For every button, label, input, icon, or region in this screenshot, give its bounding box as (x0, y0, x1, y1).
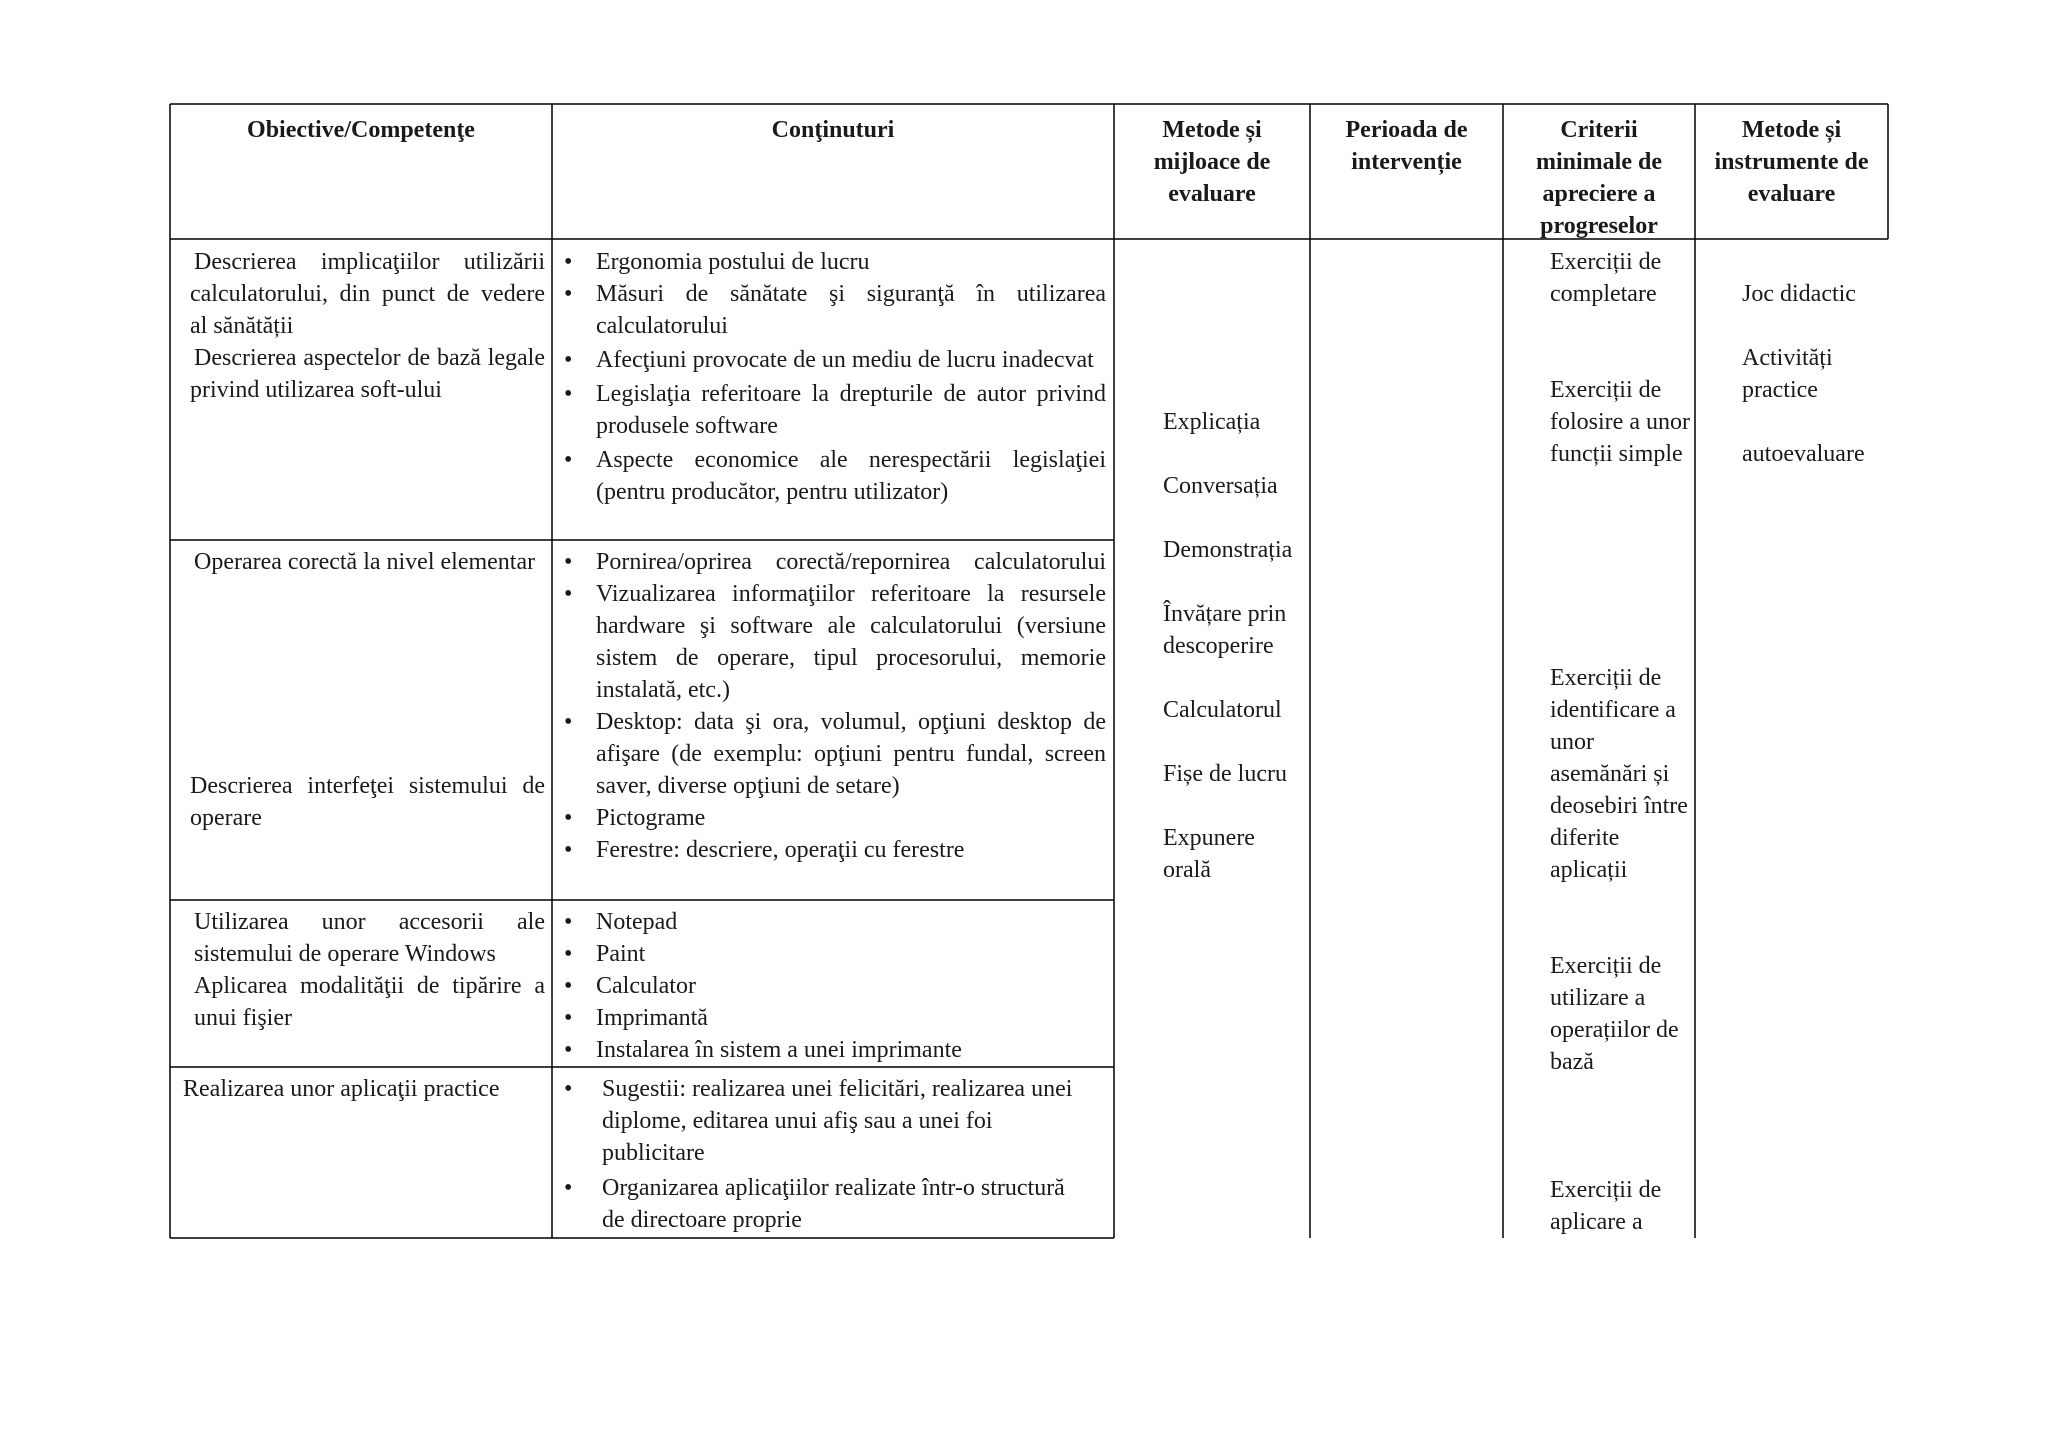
instrument-item: autoevaluare (1742, 441, 1865, 467)
row2-objective-a: Operarea corectă la nivel elementar (194, 549, 536, 575)
list-item: • Ergonomia postului de lucru (560, 246, 1106, 278)
list-item: • Afecţiuni provocate de un mediu de lucru inadecvat (560, 344, 1106, 376)
objective-text: Descrierea implicaţiilor utilizării calculatorului, din punct de vedere al sănătății (190, 249, 545, 339)
header-methods: Metode și mijloace de evaluare (1153, 117, 1271, 207)
header-objectives: Obiective/Competenţe (247, 117, 475, 143)
method-item: Conversația (1163, 473, 1278, 499)
header-contents: Conţinuturi (771, 117, 895, 143)
objective-text: Descrierea aspectelor de bază legale privind utilizarea soft-ului (190, 345, 545, 403)
methods-list (1163, 406, 1308, 886)
header-criteria: Criterii minimale de apreciere a progreselor (1536, 117, 1662, 239)
list-item: • Legislaţia referitoare la drepturile de autor privind produsele software (560, 378, 1106, 442)
criteria-item: Exerciții de folosire a unor funcții simple (1550, 377, 1690, 467)
row3-contents (560, 906, 1106, 1066)
instrument-item: Joc didactic (1742, 281, 1856, 307)
criteria-item: Exerciții de identificare a unor asemănări și deosebiri între diferite aplicații (1550, 665, 1688, 883)
method-item: Fișe de lucru (1163, 761, 1287, 787)
method-item: Explicația (1163, 409, 1261, 435)
evaluation-plan-table (170, 104, 1888, 1238)
row3-objectives (194, 906, 545, 1034)
list-item: • Pictograme (560, 802, 1106, 834)
row4-objectives: Realizarea unor aplicaţii practice (183, 1076, 500, 1102)
list-item: • Măsuri de sănătate şi siguranţă în utilizarea calculatorului (560, 278, 1106, 342)
method-item: Învățare prin descoperire (1163, 601, 1287, 659)
method-item: Expunere orală (1163, 825, 1255, 883)
instrument-item: Activități practice (1742, 345, 1833, 403)
row1-objectives (190, 246, 545, 406)
list-item: • Vizualizarea informaţiilor referitoare la resursele hardware şi software ale calculatorului (versiune sistem de operare, tipul procesorului, memorie instalată, etc.) (560, 578, 1106, 706)
list-item: • Aspecte economice ale nerespectării legislaţiei (pentru producător, pentru utilizator) (560, 444, 1106, 508)
list-item: • Notepad (560, 906, 1106, 938)
row2-objective-b: Descrierea interfeţei sistemului de operare (190, 773, 545, 831)
row4-contents (560, 1073, 1080, 1236)
criteria-item: Exerciții de completare (1550, 249, 1662, 307)
list-item: • Desktop: data şi ora, volumul, opţiuni desktop de afişare (de exemplu: opţiuni pentru fundal, screen saver, diverse opţiuni de setare) (560, 706, 1106, 802)
list-item: • Pornirea/oprirea corectă/repornirea calculatorului (560, 546, 1106, 578)
list-item: • Ferestre: descriere, operaţii cu ferestre (560, 834, 1106, 866)
list-item: • Instalarea în sistem a unei imprimante (560, 1034, 1106, 1066)
objective-text: Aplicarea modalităţii de tipărire a unui fişier (194, 973, 545, 1031)
list-item: • Organizarea aplicaţiilor realizate într-o structură de directoare proprie (560, 1172, 1080, 1236)
criteria-item: Exerciții de utilizare a operațiilor de bază (1550, 953, 1679, 1075)
header-instruments: Metode și instrumente de evaluare (1714, 117, 1869, 207)
list-item: • Paint (560, 938, 1106, 970)
objective-text: Utilizarea unor accesorii ale sistemului de operare Windows (194, 909, 545, 967)
header-period: Perioada de intervenție (1345, 117, 1468, 175)
list-item: • Sugestii: realizarea unei felicitări, realizarea unei diplome, editarea unui afiş sau a unei foi publicitare (560, 1073, 1080, 1169)
list-item: • Calculator (560, 970, 1106, 1002)
method-item: Demonstrația (1163, 537, 1293, 563)
list-item: • Imprimantă (560, 1002, 1106, 1034)
criteria-item: Exerciții de aplicare a (1550, 1177, 1662, 1235)
row1-contents (560, 246, 1106, 508)
method-item: Calculatorul (1163, 697, 1282, 723)
row2-contents (560, 546, 1106, 866)
